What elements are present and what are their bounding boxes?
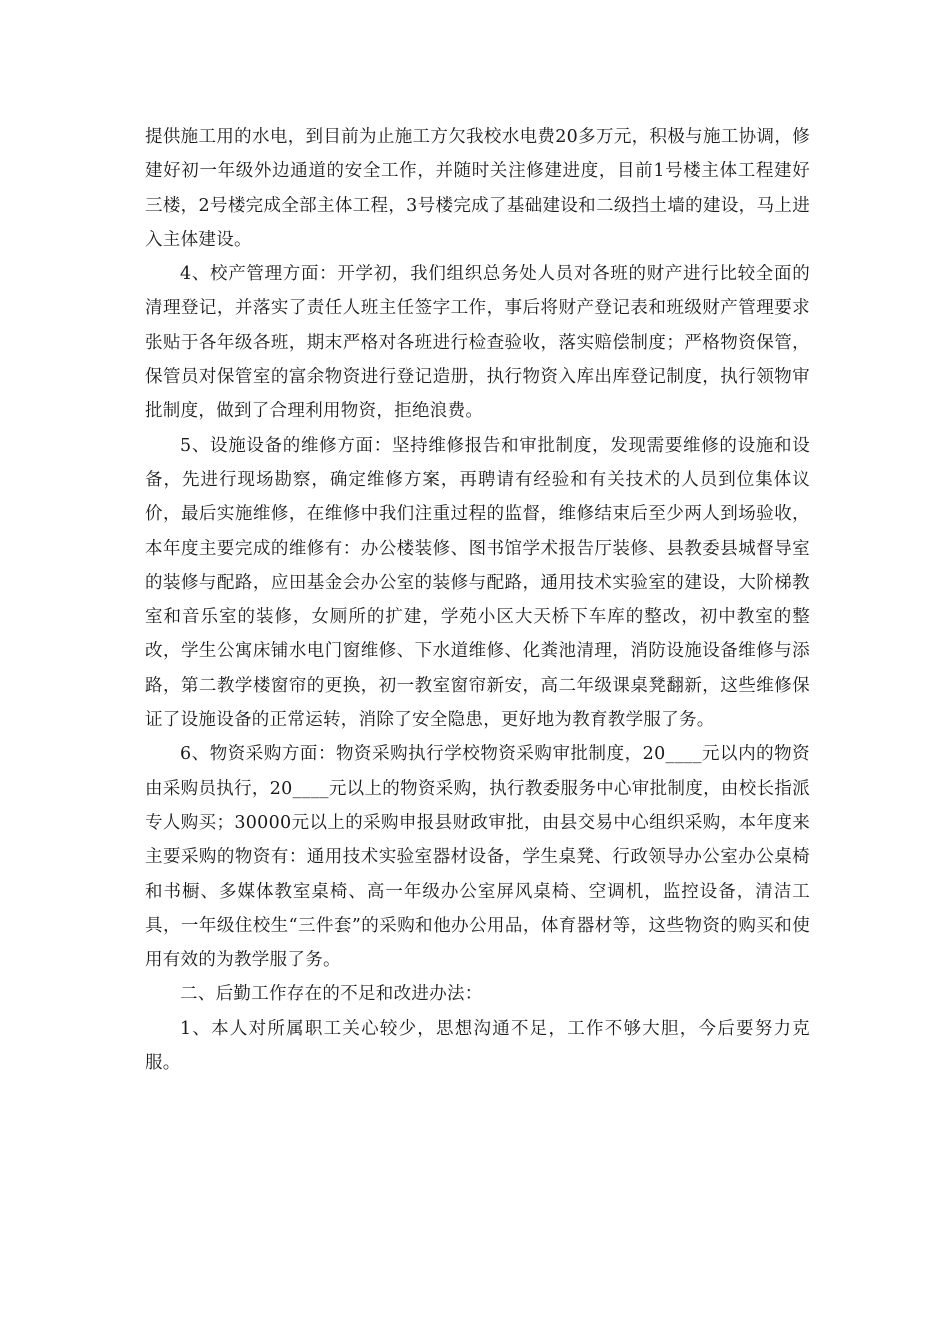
paragraph-procurement: 6、物资采购方面：物资采购执行学校物资采购审批制度，20____元以内的物资由采购员执行，20____元以上的物资采购，执行教委服务中心审批制度，由校长指派专人购买；30000元以上的采购申报县财政审批，由县交易中心组织采购，本年度来主要采购的物资有：通用技术实验室器材设备，学生桌凳、行政领导办公室办公桌椅和书橱、多媒体教室桌椅、高一年级办公室屏风桌椅、空调机，监控设备，清洁工具，一年级住校生“三件套”的采购和他办公用品，体育器材等，这些物资的购买和使用有效的为教学服了务。: [145, 744, 810, 971]
paragraph-asset-management: 4、校产管理方面：开学初，我们组织总务处人员对各班的财产进行比较全面的清理登记，并落实了责任人班主任签字工作，事后将财产登记表和班级财产管理要求张贴于各年级各班，期末严格对各班进行检查验收，落实赔偿制度；严格物资保管，保管员对保管室的富余物资进行登记造册，执行物资入库出库登记制度，执行领物审批制度，做到了合理利用物资，拒绝浪费。: [145, 264, 810, 422]
paragraph-shortcoming-1: 1、本人对所属职工关心较少，思想沟通不足，工作不够大胆，今后要努力克服。: [145, 1018, 810, 1074]
paragraph-construction-progress: 提供施工用的水电，到目前为止施工方欠我校水电费20多万元，积极与施工协调，修建好初一年级外边通道的安全工作，并随时关注修建进度，目前1号楼主体工程建好三楼，2号楼完成全部主体工程，3号楼完成了基础建设和二级挡土墙的建设，马上进入主体建设。: [145, 127, 810, 250]
document-page: [145, 120, 810, 1080]
section-heading-shortcomings: 二、后勤工作存在的不足和改进办法：: [180, 984, 483, 1005]
paragraph-facility-maintenance: 5、设施设备的维修方面：坚持维修报告和审批制度，发现需要维修的设施和设备，先进行现场勘察，确定维修方案，再聘请有经验和有关技术的人员到位集体议价，最后实施维修，在维修中我们注重过程的监督，维修结束后至少两人到场验收，本年度主要完成的维修有：办公楼装修、图书馆学术报告厅装修、县教委县城督导室的装修与配路，应田基金会办公室的装修与配路，通用技术实验室的建设，大阶梯教室和音乐室的装修，女厕所的扩建，学苑小区大天桥下车库的整改，初中教室的整改，学生公寓床铺水电门窗维修、下水道维修、化粪池清理，消防设施设备维修与添路，第二教学楼窗帘的更换，初一教室窗帘新安，高二年级课桌凳翻新，这些维修保证了设施设备的正常运转，消除了安全隐患，更好地为教育教学服了务。: [145, 435, 810, 731]
